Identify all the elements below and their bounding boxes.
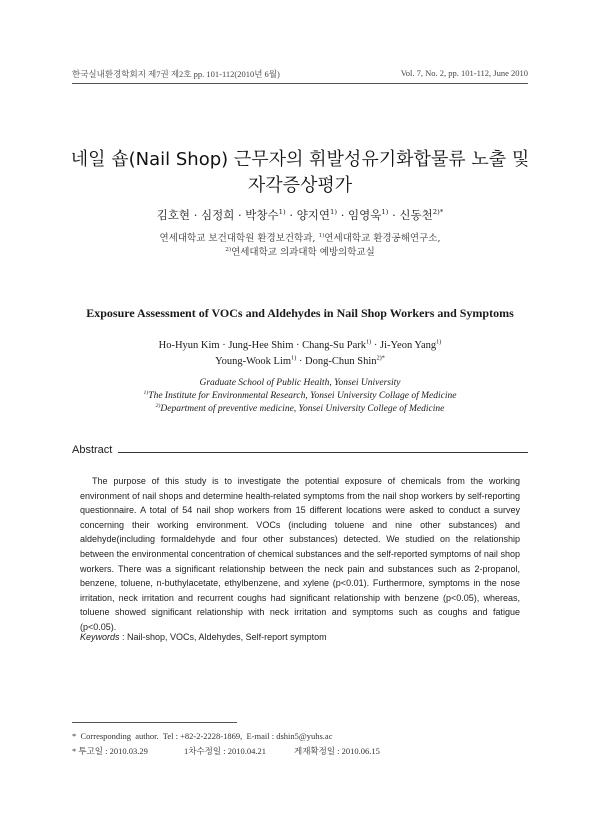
journal-header-english: Vol. 7, No. 2, pp. 101-112, June 2010 (400, 68, 528, 78)
affiliation-text: Department of preventive medicine, Yonsei University College of Medicine (160, 404, 445, 414)
separator-dot: · (222, 340, 226, 351)
author-name: 박창수 (245, 208, 279, 222)
keywords-line (80, 632, 327, 642)
abstract-body: The purpose of this study is to investigate the potential exposure of chemicals from the working environment of nail shops and determine health-related symptoms from the nail shop workers by self-reporting questionnaire. A total of 54 nail shop workers from 15 different locations were asked to conduct a survey concerning their working environment. VOCs (including toluene and nine other substances) and aldehyde(including formaldehyde and four other substances) detected. We studied on the relationship between the environmental concentration of chemical substances and the self-reported symptoms of nail shop workers. There was a significant relationship between the neck pain and substances such as 2-propanol, benzene, toluene, n-buthylacetate, ethylbenzene, and xylene (p<0.01). Furthermore, symptoms in the nose irritation, neck irritation and recurrent coughs had significant relationship with benzene (p<0.05), whereas, toluene showed significant relationship with neck irritation and symptoms such as coughs and fatigue (p<0.05). (80, 476, 520, 632)
affiliation-marker: 1) (318, 232, 325, 239)
affiliation-marker: 1) (381, 208, 389, 217)
affiliation-marker: 1) (436, 338, 442, 346)
footnote-divider (72, 722, 237, 723)
korean-affiliation-line1 (40, 230, 560, 244)
journal-header-korean: 한국실내환경학회지 제7권 제2호 pp. 101-112(2010년 6월) (72, 69, 280, 79)
affiliation-marker: 1) (291, 354, 297, 362)
english-affiliation-line1: Graduate School of Public Health, Yonsei University (199, 378, 401, 388)
korean-affiliation-line2 (40, 244, 560, 258)
author-name: Chang-Su Park (302, 340, 366, 351)
korean-authors (40, 207, 560, 223)
author-name: Dong-Chun Shin (305, 356, 377, 367)
korean-title-line2: 자각증상평가 (247, 175, 353, 196)
author-name: Young-Wook Lim (215, 356, 292, 367)
affiliation-text: 연세대학교 의과대학 예방의학교실 (231, 247, 375, 258)
separator-dot: · (298, 356, 303, 367)
separator-dot: · (289, 208, 294, 222)
keywords-separator: : (119, 632, 128, 642)
affiliation-marker: 2)* (432, 208, 444, 217)
korean-title-line1: 네일 숍(Nail Shop) 근무자의 휘발성유기화합물류 노출 및 (70, 149, 530, 170)
author-name: Ji-Yeon Yang (380, 340, 437, 351)
separator-dot: · (237, 208, 242, 222)
accepted-date: 게재확정일 : 2010.06.15 (294, 746, 380, 756)
separator-dot: · (296, 340, 300, 351)
author-name: 심정희 (201, 208, 235, 222)
separator-dot: · (392, 208, 396, 222)
received-date: * 투고일 : 2010.03.29 (72, 746, 148, 756)
affiliation-text: 연세대학교 보건대학원 환경보건학과, (159, 233, 319, 244)
author-name: 신동천 (399, 208, 433, 222)
affiliation-text: The Institute for Environmental Research, Yonsei University Collage of Medicine (148, 391, 457, 401)
affiliation-marker: 2)* (376, 354, 385, 362)
footnote-dates (72, 745, 380, 757)
english-authors-line1 (40, 340, 560, 351)
author-name: 김호현 (156, 208, 191, 222)
affiliation-marker: 1) (278, 208, 286, 217)
separator-dot: · (340, 208, 345, 222)
affiliation-marker: 1) (143, 389, 149, 396)
author-name: Jung-Hee Shim (228, 340, 294, 351)
english-affiliation-line3 (40, 404, 560, 414)
separator-dot: · (373, 340, 378, 351)
keywords-text: Nail-shop, VOCs, Aldehydes, Self-report symptom (127, 632, 327, 642)
footnote-corresponding: * Corresponding author. Tel : +82-2-2228-1869, E-mail : dshin5@yuhs.ac (72, 731, 333, 741)
english-title: Exposure Assessment of VOCs and Aldehydes in Nail Shop Workers and Symptoms (86, 306, 514, 320)
revised-date: 1차수정일 : 2010.04.21 (184, 746, 266, 756)
affiliation-marker: 1) (330, 208, 338, 217)
affiliation-text: 연세대학교 환경공해연구소, (324, 233, 441, 244)
affiliation-marker: 1) (366, 338, 372, 346)
keywords-label: Keywords (80, 632, 120, 642)
english-affiliation-line2 (40, 391, 560, 401)
author-name: 임영욱 (348, 208, 382, 222)
abstract-divider (118, 452, 528, 453)
english-authors-line2 (40, 356, 560, 367)
author-name: Ho-Hyun Kim (158, 340, 220, 351)
separator-dot: · (193, 208, 198, 222)
header-divider (72, 83, 528, 84)
affiliation-marker: 2) (155, 402, 161, 409)
affiliation-marker: 2) (225, 246, 232, 253)
author-name: 양지연 (296, 208, 330, 222)
abstract-heading: Abstract (72, 444, 113, 456)
